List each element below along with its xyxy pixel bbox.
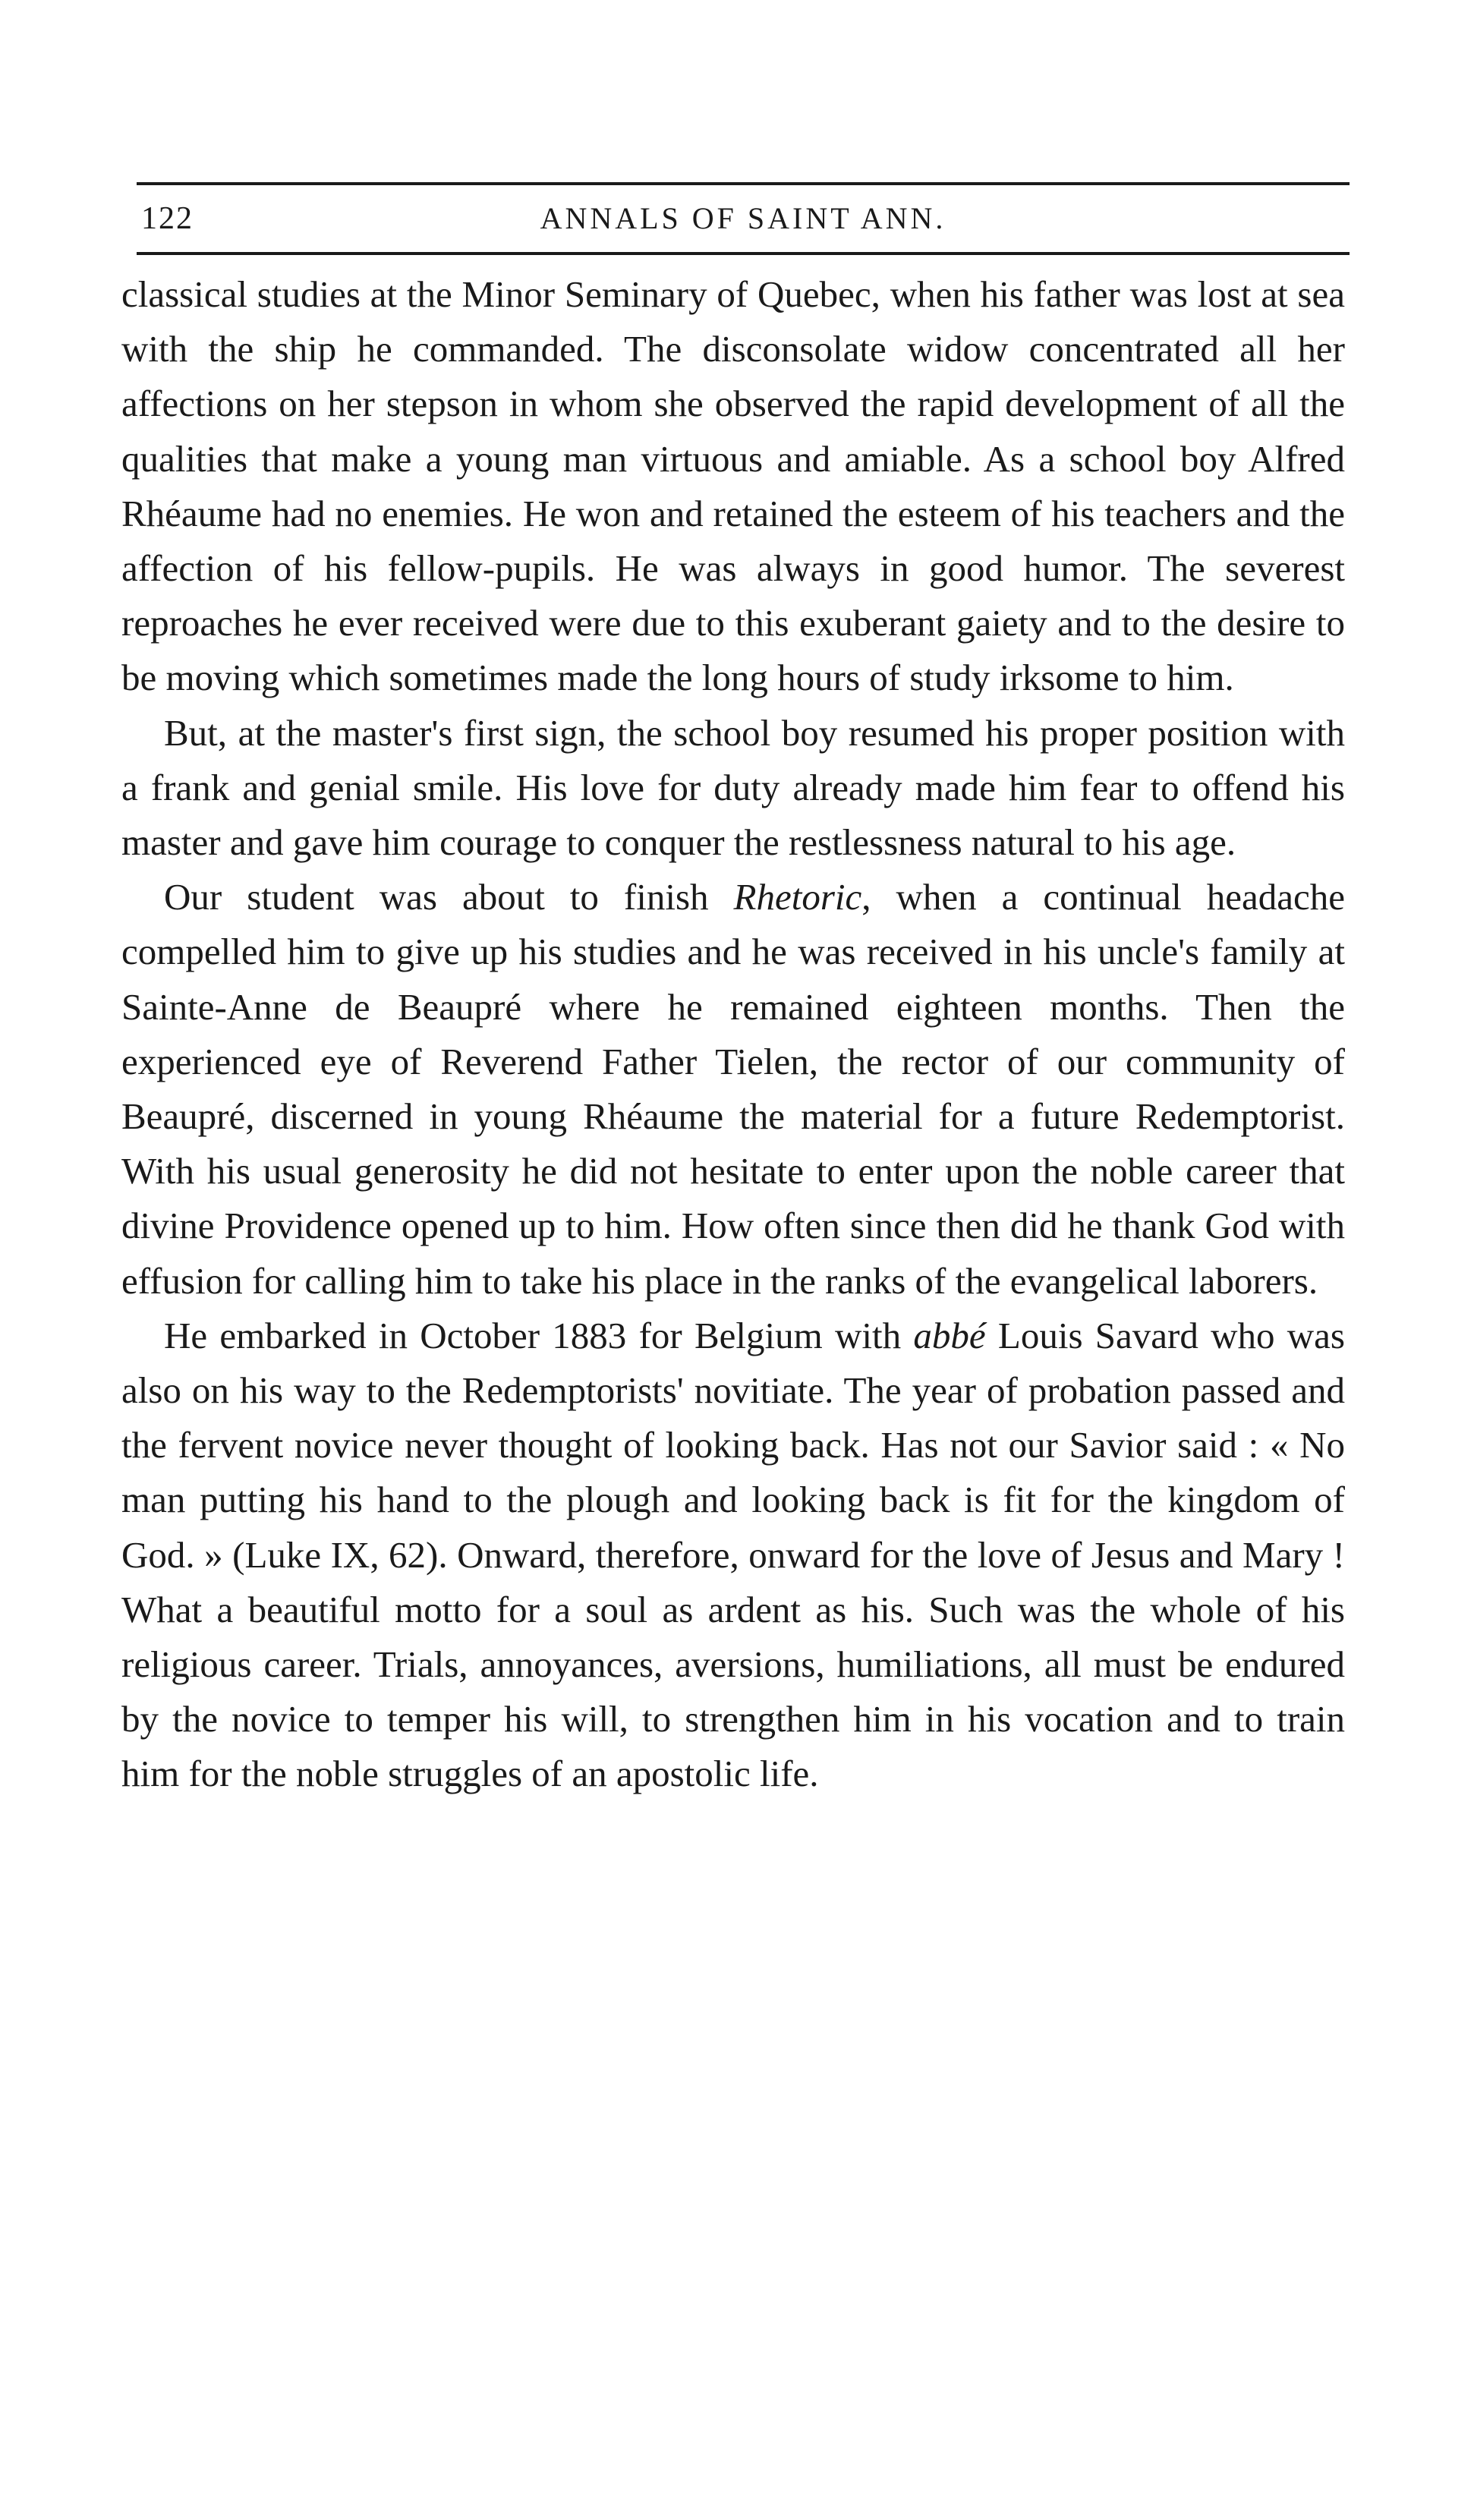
italic-text: abbé <box>913 1314 986 1356</box>
paragraph-text: Louis Savard who was also on his way to the Redemptorists' novitiate. The year of probation passed and the fervent novice never thought of looking back. Has not our Savior said : « No man putting his hand to the plough and looking back is fit for the kingdom of God. » (Luke IX, 62). Onward, therefore, onward for the love of Jesus and Mary ! What a beautiful motto for a soul as ardent as his. Such was the whole of his religious career. Trials, annoyances, aversions, humiliations, all must be endured by the novice to temper his will, to strengthen him in his vocation and to train him for the noble struggles of an apostolic life. <box>121 1314 1345 1795</box>
paragraph <box>121 1309 1345 1802</box>
paragraph-text: But, at the master's first sign, the school boy resumed his proper position with a frank and genial smile. His love for duty already made him fear to offend his master and gave him courage to conquer the restlessness natural to his age. <box>121 711 1345 864</box>
page-number: 122 <box>141 201 194 236</box>
paragraph <box>121 267 1345 706</box>
body-text <box>121 267 1345 1802</box>
running-head: ANNALS OF SAINT ANN. <box>540 201 946 235</box>
italic-text: Rhetoric <box>733 876 862 918</box>
paragraph-text: Our student was about to finish <box>164 876 734 918</box>
header-bottom-rule <box>137 252 1350 255</box>
paragraph <box>121 870 1345 1309</box>
paragraph-text: classical studies at the Minor Seminary of Quebec, when his father was lost at sea with the ship he commanded. The disconsolate widow concentrated all her affections on her stepson in whom she observed the rapid development of all the qualities that make a young man virtuous and amiable. As a school boy Alfred Rhéaume had no enemies. He won and retained the esteem of his teachers and the affection of his fellow-pupils. He was always in good humor. The severest reproaches he ever received were due to this exuberant gaiety and to the desire to be moving which sometimes made the long hours of study irksome to him. <box>121 273 1345 699</box>
paragraph-text: He embarked in October 1883 for Belgium with <box>164 1314 914 1356</box>
header-top-rule <box>137 182 1350 185</box>
page-header <box>137 191 1350 244</box>
paragraph-text: , when a continual headache compelled him to give up his studies and he was received in his uncle's family at Sainte-Anne de Beaupré where he remained eighteen months. Then the experienced eye of Reverend Father Tielen, the rector of our community of Beaupré, discerned in young Rhéaume the material for a future Redemptorist. With his usual generosity he did not hesitate to enter upon the noble career that divine Providence opened up to him. How often since then did he thank God with effusion for calling him to take his place in the ranks of the evangelical laborers. <box>121 876 1345 1302</box>
paragraph <box>121 706 1345 871</box>
